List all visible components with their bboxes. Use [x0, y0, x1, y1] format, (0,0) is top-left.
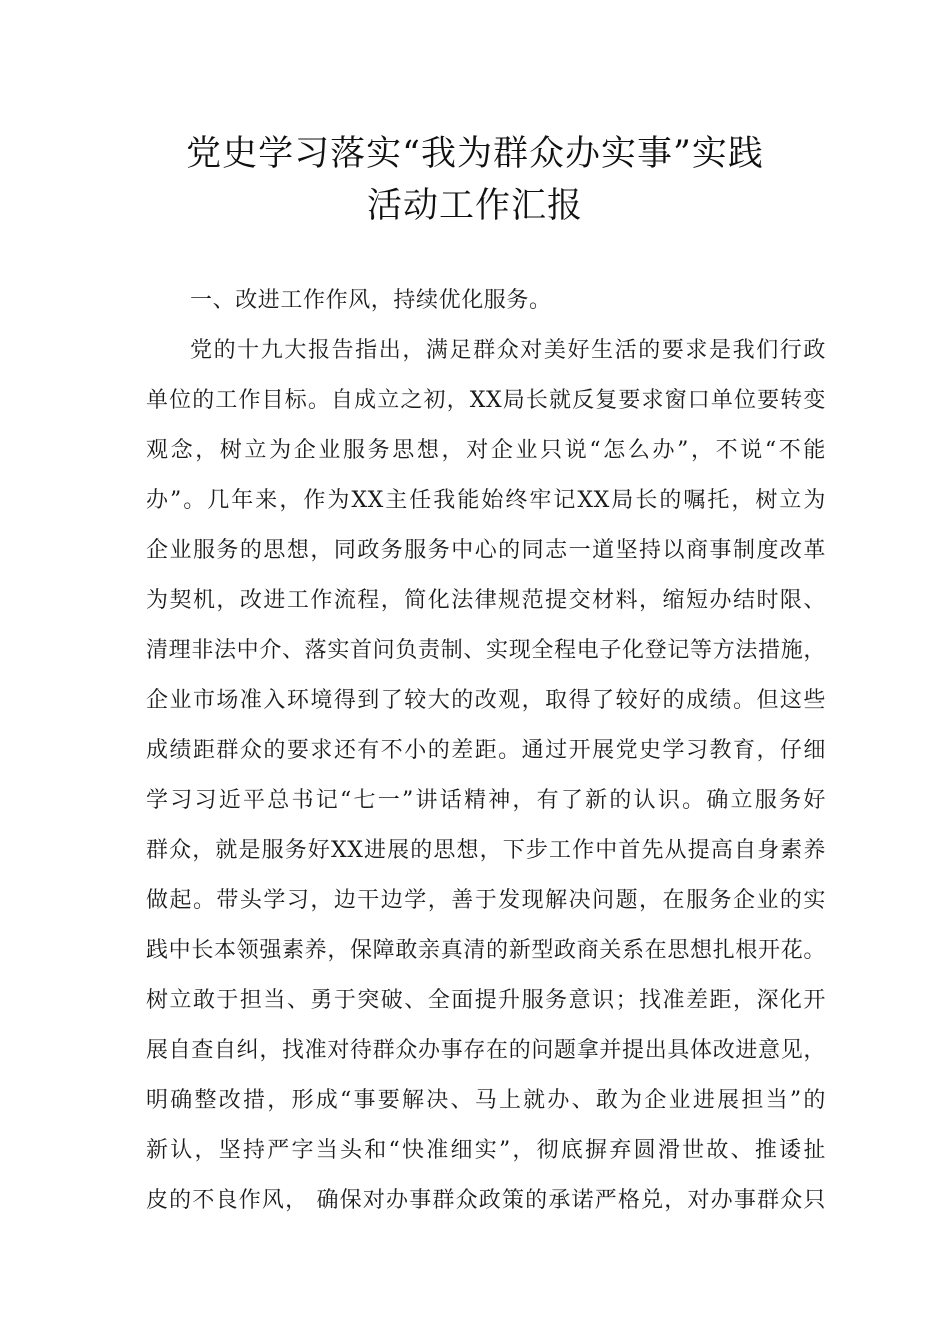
body-line: 单位的工作目标。自成立之初，XX局长就反复要求窗口单位要转变: [146, 388, 826, 413]
body-line: 树立敢于担当、勇于突破、全面提升服务意识；找准差距，深化开: [146, 988, 826, 1013]
body-line: 皮的不良作风， 确保对办事群众政策的承诺严格兑，对办事群众只: [146, 1188, 826, 1213]
body-line: 新认，坚持严字当头和“快准细实”，彻底摒弃圆滑世故、推诿扯: [146, 1138, 826, 1163]
body-line: 清理非法中介、落实首问负责制、实现全程电子化登记等方法措施，: [146, 638, 826, 663]
body-line: 践中长本领强素养，保障敢亲真清的新型政商关系在思想扎根开花。: [146, 938, 826, 963]
section-heading: 一、改进工作作风，持续优化服务。: [190, 288, 552, 313]
body-line: 成绩距群众的要求还有不小的差距。通过开展党史学习教育，仔细: [146, 738, 826, 763]
body-line: 观念，树立为企业服务思想，对企业只说“怎么办”，不说“不能: [146, 438, 826, 463]
body-line: 企业服务的思想，同政务服务中心的同志一道坚持以商事制度改革: [146, 538, 826, 563]
body-line: 做起。带头学习，边干边学，善于发现解决问题，在服务企业的实: [146, 888, 826, 913]
title-line-2: 活动工作汇报: [366, 186, 583, 226]
body-line: 为契机，改进工作流程，简化法律规范提交材料，缩短办结时限、: [146, 588, 826, 613]
body-line: 群众，就是服务好XX进展的思想，下步工作中首先从提高自身素养: [146, 838, 826, 863]
body-line: 展自查自纠，找准对待群众办事存在的问题拿并提出具体改进意见，: [146, 1038, 826, 1063]
title-line-1: 党史学习落实“我为群众办实事”实践: [186, 134, 764, 174]
body-line: 党的十九大报告指出，满足群众对美好生活的要求是我们行政: [190, 338, 826, 363]
body-line: 企业市场准入环境得到了较大的改观，取得了较好的成绩。但这些: [146, 688, 826, 713]
body-line: 明确整改措，形成“事要解决、马上就办、敢为企业进展担当”的: [146, 1088, 826, 1113]
body-line: 学习习近平总书记“七一”讲话精神，有了新的认识。确立服务好: [146, 788, 826, 813]
body-line: 办”。几年来，作为XX主任我能始终牢记XX局长的嘱托，树立为: [146, 488, 826, 513]
